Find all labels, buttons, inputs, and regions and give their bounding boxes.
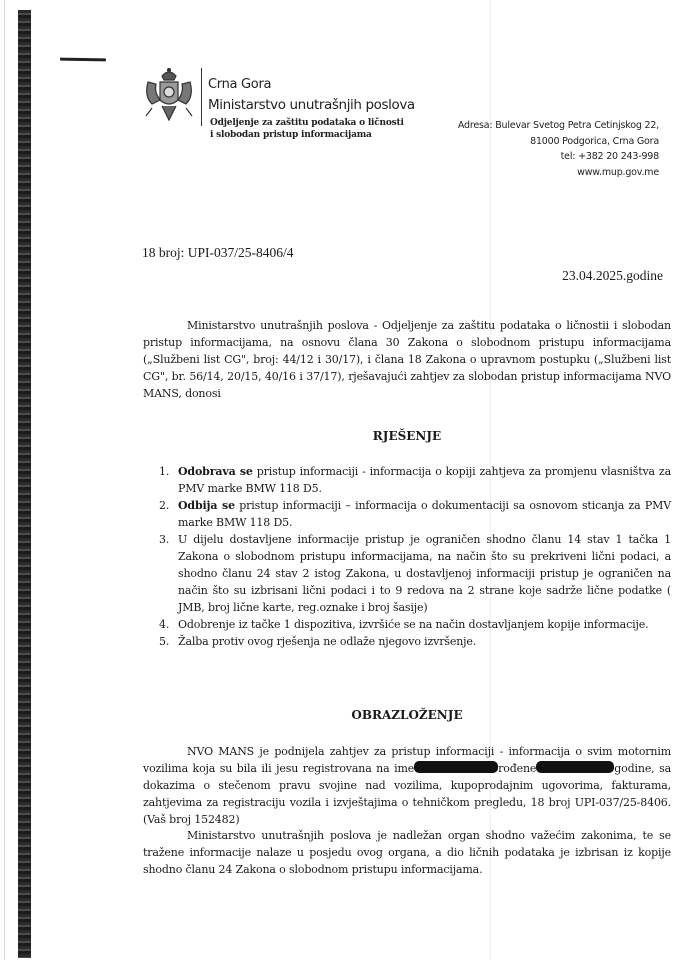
- letterhead-country: Crna Gora: [208, 77, 272, 92]
- reasoning-heading: OBRAZLOŽENJE: [351, 708, 463, 722]
- header-divider: [201, 68, 202, 126]
- item-bold: Odobrava se: [178, 465, 253, 478]
- redacted-birthdate: [536, 761, 614, 773]
- reasoning-paragraph-2: Ministarstvo unutrašnjih poslova je nadležan organ shodno važećim zakonima, te se tražene informacije nalaze u posjedu ovog organa, a dio ličnih podataka je izbrisan iz kopije shodno članu 24 Zakona o slobodnom pristupu informacijama.: [143, 829, 671, 876]
- address-city: 81000 Podgorica, Crna Gora: [530, 135, 659, 147]
- item-number: 1.: [159, 465, 170, 478]
- letterhead-ministry: Ministarstvo unutrašnjih poslova: [208, 97, 415, 113]
- decision-item: [143, 463, 671, 497]
- intro-paragraph: Ministarstvo unutrašnjih poslova - Odjeljenje za zaštitu podataka o ličnostii i slobodan pristup informacijama, na osnovu člana 30 Zakona o slobodnom pristupu informacijama („Službeni list CG", broj: 44/12 i 30/17), i člana 18 Zakona o upravnom postupku („Službeni list CG", br. 56/14, 20/15, 40/16 i 37/17), rješavajući zahtjev za slobodan pristup informacijama NVO MANS, donosi: [143, 319, 671, 400]
- letterhead-department: [210, 117, 404, 141]
- scan-binding-strip: [18, 10, 31, 958]
- reasoning-text: NVO MANS je podnijela zahtjev za pristup informaciji - informacija o svim motornim vozilima koja su bila ili jesu registrovana na ime: [143, 745, 671, 775]
- reasoning-paragraph-1: [143, 743, 671, 828]
- item-bold: Odbija se: [178, 499, 235, 512]
- item-text: pristup informaciji - informacija o kopiji zahtjeva za promjenu vlasništva za PMV marke BMW 118 D5.: [178, 465, 671, 495]
- item-text: U dijelu dostavljene informacije pristup je ograničen shodno članu 14 stav 1 tačka 1 Zakona o slobodnom pristupu informacijama, na način što su prekriveni lični podaci, a shodno članu 24 stav 2 istog Zakona, u dostavljenoj informaciji pristup je ograničen na način što su izbrisani lični podaci i to 9 redova na 2 strane koje sadrže lične podatke ( JMB, broj lične karte, reg.oznake i broj šasije): [178, 533, 671, 614]
- item-text: Žalba protiv ovog rješenja ne odlaže njegovo izvršenje.: [178, 635, 477, 648]
- decision-item: [143, 633, 671, 650]
- address-street: Adresa: Bulevar Svetog Petra Cetinjskog 22,: [457, 120, 659, 131]
- item-text: Odobrenje iz tačke 1 dispozitiva, izvršiće se na način dostavljanjem kopije informacije.: [178, 618, 649, 631]
- decision-item: [143, 497, 671, 531]
- reference-number: 18 broj: UPI-037/25-8406/4: [142, 245, 294, 260]
- decision-list: [143, 463, 671, 650]
- item-number: 4.: [159, 618, 170, 631]
- redacted-name: [414, 761, 498, 773]
- item-text: pristup informaciji – informacija o dokumentaciji sa osnovom sticanja za PMV marke BMW 118 D5.: [178, 499, 671, 529]
- scan-edge-line: [4, 0, 5, 960]
- decision-item: [143, 616, 671, 633]
- montenegro-coat-of-arms-icon: [140, 66, 198, 126]
- reasoning-text: godine, sa dokazima o stečenom pravu svojine nad vozilima, kupoprodajnim ugovorima, fakturama, zahtjevima za registraciju vozila i izvještajima o tehničkom pregledu, 18 broj UPI-037/25-8406. (Vaš broj 152482): [143, 762, 672, 826]
- scan-mark: [60, 58, 106, 62]
- item-number: 2.: [159, 499, 170, 512]
- document-date: 23.04.2025.godine: [562, 268, 663, 283]
- decision-heading: RJEŠENJE: [372, 429, 442, 443]
- address-block: [458, 118, 659, 180]
- item-number: 5.: [159, 635, 170, 648]
- item-number: 3.: [159, 533, 170, 546]
- decision-item: [143, 531, 671, 616]
- department-line-1: Odjeljenje za zaštitu podataka o ličnosti: [210, 118, 404, 128]
- address-website: www.mup.gov.me: [577, 166, 659, 178]
- department-line-2: i slobodan pristup informacijama: [210, 130, 372, 140]
- reasoning-text: rođene: [498, 762, 537, 775]
- address-phone: tel: +382 20 243-998: [560, 151, 659, 162]
